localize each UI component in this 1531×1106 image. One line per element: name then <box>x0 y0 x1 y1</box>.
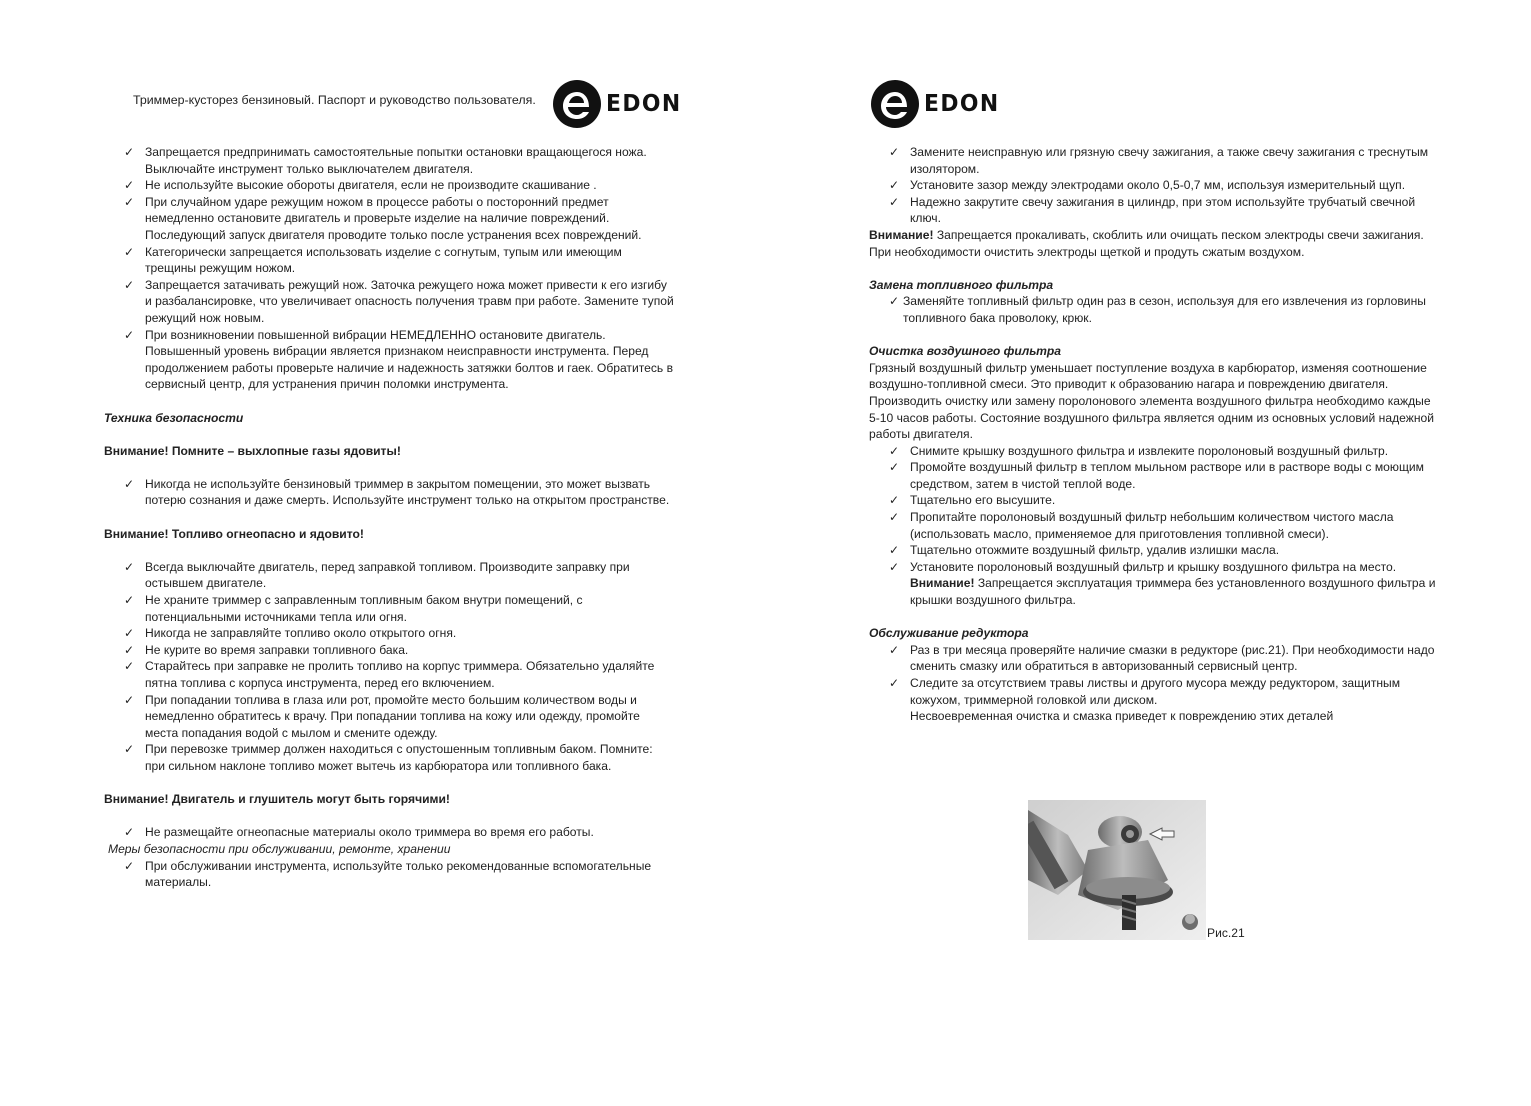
right-page <box>765 0 1531 1106</box>
list-item <box>869 559 1439 609</box>
list-item: ✓ Заменяйте топливный фильтр один раз в сезон, используя для его извлечения из горловины топливного бака проволоку, крюк. <box>869 293 1439 326</box>
hot-list <box>104 824 674 841</box>
list-item: ✓ Тщательно отожмите воздушный фильтр, удалив излишки масла. <box>869 542 1439 559</box>
list-item: ✓ Не размещайте огнеопасные материалы около триммера во время его работы. <box>104 824 674 841</box>
figure-21 <box>1028 800 1245 940</box>
gearbox-photo <box>1028 800 1206 940</box>
warning-label: Внимание! <box>869 227 934 242</box>
list-item: ✓ Не храните триммер с заправленным топливным баком внутри помещений, с потенциальными источниками тепла или огня. <box>104 592 674 625</box>
figure-caption: Рис.21 <box>1207 926 1245 941</box>
gearbox-note: Несвоевременная очистка и смазка приведет к повреждению этих деталей <box>910 709 1334 724</box>
safety-heading: Техника безопасности <box>104 410 244 425</box>
edon-logo-icon <box>870 79 920 129</box>
air-filter-list <box>869 443 1439 609</box>
list-item: ✓ Тщательно его высушите. <box>869 492 1439 509</box>
list-item: ✓ Всегда выключайте двигатель, перед заправкой топливом. Производите заправку при остывшем двигателе. <box>104 559 674 592</box>
list-item: ✓ Замените неисправную или грязную свечу зажигания, а также свечу зажигания с треснутым изолятором. <box>869 144 1439 177</box>
brand-logo <box>552 79 684 129</box>
list-item: ✓ При перевозке триммер должен находиться с опустошенным топливным баком. Помните: при сильном наклоне топливо может вытечь из карбюратора или топливного бака. <box>104 741 674 774</box>
air-filter-heading: Очистка воздушного фильтра <box>869 344 1061 359</box>
brand-logo <box>870 79 1002 129</box>
service-list <box>104 858 674 891</box>
list-item: ✓ Никогда не используйте бензиновый триммер в закрытом помещении, это может вызвать потерю сознания и даже смерть. Используйте инструмент только на открытом пространстве. <box>104 476 674 509</box>
spark-plug-warning <box>869 227 1439 260</box>
list-item: ✓ При случайном ударе режущим ножом в процессе работы о посторонний предмет немедленно остановите двигатель и проверьте изделие на наличие повреждений. Последующий запуск двигателя проводите только после устранения всех повреждений. <box>104 194 674 244</box>
air-filter-paragraph: Грязный воздушный фильтр уменьшает поступление воздуха в карбюратор, изменяя соотношение воздушно-топливной смеси. Это приводит к образованию нагара и повреждению двигателя. <box>869 360 1427 392</box>
list-item: ✓ При попадании топлива в глаза или рот, промойте место большим количеством воды и немедленно обратитесь к врачу. При попадании топлива на кожу или одежду, промойте места попадания водой с мылом и смените одежду. <box>104 692 674 742</box>
list-item: ✓ Промойте воздушный фильтр в теплом мыльном растворе или в растворе воды с моющим средством, затем в чистой теплой воде. <box>869 459 1439 492</box>
gearbox-heading: Обслуживание редуктора <box>869 626 1029 641</box>
list-item: ✓ Пропитайте поролоновый воздушный фильтр небольшим количеством чистого масла (использовать масло, применяемое для приготовления топливной смеси). <box>869 509 1439 542</box>
exhaust-warning: Внимание! Помните – выхлопные газы ядовиты! <box>104 443 401 458</box>
brand-name: EDON <box>605 90 682 117</box>
list-item: ✓ Не используйте высокие обороты двигателя, если не производите скашивание . <box>104 177 674 194</box>
list-item: ✓ Не курите во время заправки топливного бака. <box>104 642 674 659</box>
warning-text: Запрещается прокаливать, скоблить или очищать песком электроды свечи зажигания. При необходимости очистить электроды щеткой и продуть сжатым воздухом. <box>869 227 1424 259</box>
list-item: ✓ Раз в три месяца проверяйте наличие смазки в редукторе (рис.21). При необходимости надо сменить смазку или обратиться в авторизованный сервисный центр. <box>869 642 1439 675</box>
fuel-filter-heading: Замена топливного фильтра <box>869 277 1054 292</box>
warning-text: Запрещается эксплуатация триммера без установленного воздушного фильтра и крышки воздушного фильтра. <box>910 576 1436 608</box>
list-item: ✓ Снимите крышку воздушного фильтра и извлеките поролоновый воздушный фильтр. <box>869 443 1439 460</box>
fuel-warning: Внимание! Топливо огнеопасно и ядовито! <box>104 526 364 541</box>
brand-name: EDON <box>923 90 1000 117</box>
hot-warning: Внимание! Двигатель и глушитель могут быть горячими! <box>104 792 450 807</box>
list-item: ✓ Старайтесь при заправке не пролить топливо на корпус триммера. Обязательно удаляйте пятна топлива с корпуса инструмента, перед его включением. <box>104 658 674 691</box>
list-item: ✓ Следите за отсутствием травы листвы и другого мусора между редуктором, защитным кожухом, триммерной головкой или диском. <box>869 675 1439 708</box>
document-header-title: Триммер-кусторез бензиновый. Паспорт и руководство пользователя. <box>133 93 536 107</box>
gearbox-list <box>869 642 1439 708</box>
list-item: ✓ Надежно закрутите свечу зажигания в цилиндр, при этом используйте трубчатый свечной ключ. <box>869 194 1439 227</box>
list-item: ✓ При возникновении повышенной вибрации НЕМЕДЛЕННО остановите двигатель. Повышенный уровень вибрации является признаком неисправности инструмента. Перед продолжением работы проверьте наличие и надежность затяжки болтов и гаек. Обратитесь в сервисный центр, для устранения причин поломки инструмента. <box>104 327 674 393</box>
list-item: ✓ Никогда не заправляйте топливо около открытого огня. <box>104 625 674 642</box>
left-page <box>0 0 765 1106</box>
list-item-text: Установите поролоновый воздушный фильтр и крышку воздушного фильтра на место. <box>910 559 1397 574</box>
service-heading: Меры безопасности при обслуживании, ремонте, хранении <box>108 841 451 856</box>
warning-label: Внимание! <box>910 576 975 591</box>
list-item: ✓ При обслуживании инструмента, используйте только рекомендованные вспомогательные материалы. <box>104 858 674 891</box>
fuel-list <box>104 559 674 775</box>
right-content <box>869 144 1439 725</box>
list-item: ✓ Категорически запрещается использовать изделие с согнутым, тупым или имеющим трещины режущим ножом. <box>104 244 674 277</box>
list-item: ✓ Установите зазор между электродами около 0,5-0,7 мм, используя измерительный щуп. <box>869 177 1439 194</box>
edon-logo-icon <box>552 79 602 129</box>
list-item: ✓ Запрещается предпринимать самостоятельные попытки остановки вращающегося ножа. Выключайте инструмент только выключателем двигателя. <box>104 144 674 177</box>
exhaust-list <box>104 476 674 509</box>
spark-plug-list <box>869 144 1439 227</box>
fuel-filter-list <box>869 293 1439 326</box>
intro-list <box>104 144 674 393</box>
left-content <box>104 144 674 891</box>
air-filter-paragraph: Производить очистку или замену поролонового элемента воздушного фильтра необходимо каждые 5-10 часов работы. Состояние воздушного фильтра является одним из основных условий надежной работы двигателя. <box>869 393 1434 442</box>
list-item: ✓ Запрещается затачивать режущий нож. Заточка режущего ножа может привести к его изгибу и разбалансировке, что увеличивает опасность получения травм при работе. Замените тупой режущий нож новым. <box>104 277 674 327</box>
